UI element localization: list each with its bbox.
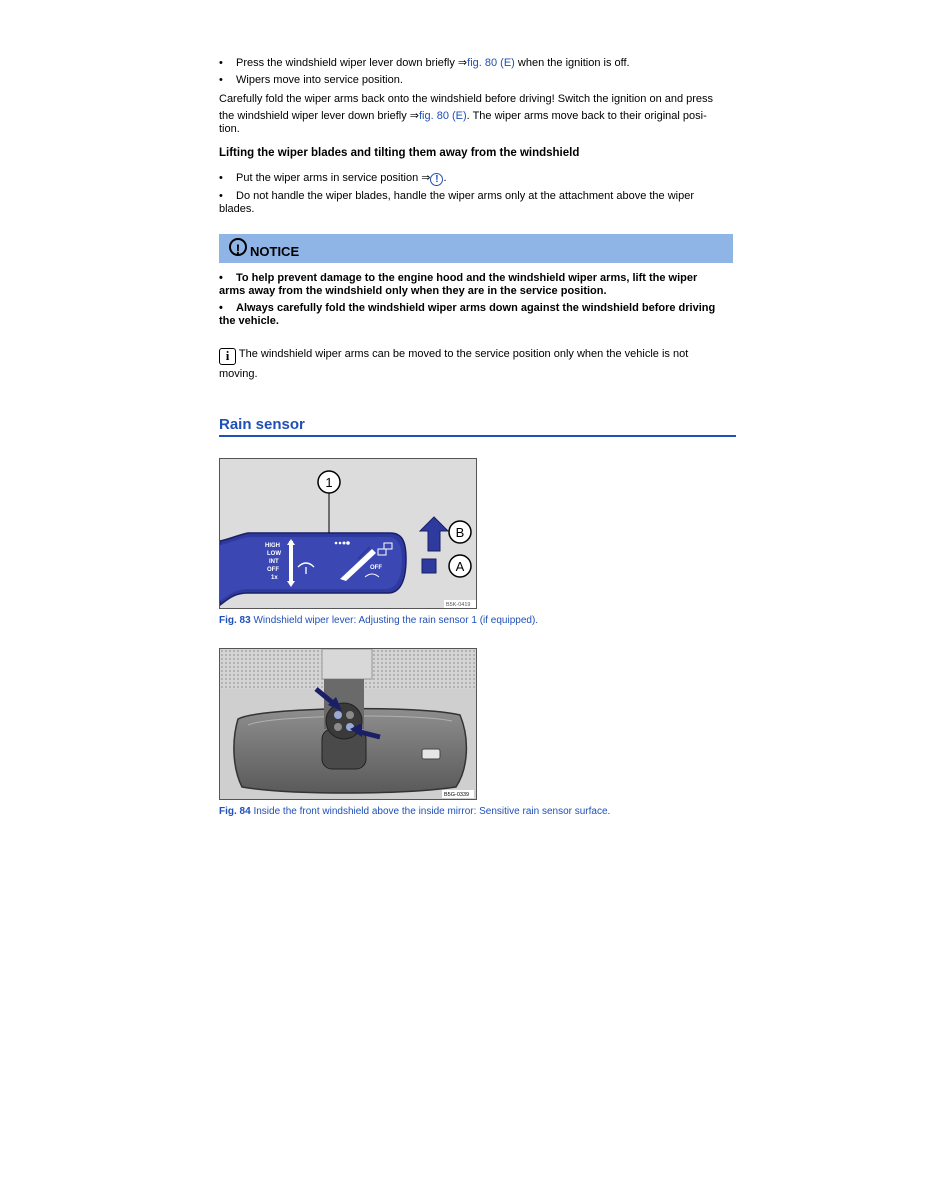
caption-number: Fig. 84 — [219, 806, 251, 817]
lever-label-high: HIGH — [265, 543, 280, 549]
callout-b: B — [455, 525, 465, 540]
text: Wipers move into service position. — [236, 74, 403, 86]
figure-code: B5K-0419 — [446, 602, 471, 608]
notice-line: arms away from the windshield only when they are in the service position. — [219, 285, 607, 297]
text: Put the wiper arms in service position ⇒ — [236, 172, 431, 184]
bullet-dot: • — [219, 172, 223, 184]
bullet-dot: • — [219, 302, 223, 314]
notice-item — [219, 301, 715, 315]
bullet-dot: • — [219, 272, 223, 284]
notice-label: NOTICE — [250, 244, 300, 259]
caption-number: Fig. 83 — [219, 615, 251, 626]
bullet-item: • Put the wiper arms in service position ⇒ ! . — [219, 172, 447, 185]
bullet-item — [219, 189, 694, 203]
text: To help prevent damage to the engine hood and the windshield wiper arms, lift the wiper — [236, 272, 698, 284]
section-title: Rain sensor — [219, 416, 305, 433]
figure-wiper-lever — [219, 458, 477, 609]
caption-text: Inside the front windshield above the inside mirror: Sensitive rain sensor surface. — [250, 806, 611, 817]
caption-text: Windshield wiper lever: Adjusting the rain sensor 1 (if equipped). — [250, 615, 539, 626]
info-line: moving. — [219, 368, 258, 380]
figure-caption — [219, 615, 538, 626]
lever-label-int: INT — [269, 559, 279, 565]
paragraph-line: Carefully fold the wiper arms back onto the windshield before driving! Switch the ignition on and press — [219, 93, 714, 105]
text: Always carefully fold the windshield wiper arms down against the windshield before driving — [236, 302, 716, 314]
info-icon: i — [219, 348, 236, 365]
paragraph-line — [219, 109, 707, 123]
text: The windshield wiper arms can be moved to the service position only when the vehicle is not — [238, 348, 689, 360]
lever-label-off2: OFF — [370, 565, 382, 571]
rain-sensor-illustration — [220, 649, 477, 800]
paragraph-line: blades. — [219, 203, 255, 215]
section-divider — [219, 435, 736, 437]
fig-link[interactable]: fig. 80 (E) — [467, 57, 515, 69]
fig-link[interactable]: fig. 80 (E) — [418, 110, 467, 122]
text: the windshield wiper lever down briefly ⇒ — [219, 110, 419, 122]
info-note — [219, 347, 688, 365]
subheading: Lifting the wiper blades and tilting them away from the windshield — [219, 147, 580, 159]
notice-icon: ! — [229, 238, 247, 256]
callout-a: A — [455, 559, 465, 574]
figure-code: B5G-0339 — [444, 792, 470, 798]
text: Press the windshield wiper lever down briefly ⇒ — [236, 57, 468, 69]
text: when the ignition is off. — [514, 57, 630, 69]
bullet-dot: • — [219, 57, 223, 69]
bullet-item — [219, 56, 630, 70]
wiper-lever-illustration — [220, 459, 477, 609]
warning-icon[interactable]: ! — [430, 173, 443, 186]
notice-header — [219, 234, 733, 263]
bullet-item — [219, 73, 403, 87]
figure-rain-sensor — [219, 648, 477, 800]
lever-label-1x: 1x — [271, 575, 278, 581]
notice-item — [219, 271, 697, 285]
notice-line: the vehicle. — [219, 315, 279, 327]
bullet-dot: • — [219, 190, 223, 202]
figure-caption — [219, 806, 610, 817]
bullet-dot: • — [219, 74, 223, 86]
paragraph-line: tion. — [219, 123, 240, 135]
text: Do not handle the wiper blades, handle the wiper arms only at the attachment above the wiper — [236, 190, 694, 202]
lever-label-off: OFF — [267, 567, 279, 573]
text: . The wiper arms move back to their original posi- — [466, 110, 707, 122]
lever-label-low: LOW — [267, 551, 281, 557]
callout-1: 1 — [325, 475, 333, 490]
